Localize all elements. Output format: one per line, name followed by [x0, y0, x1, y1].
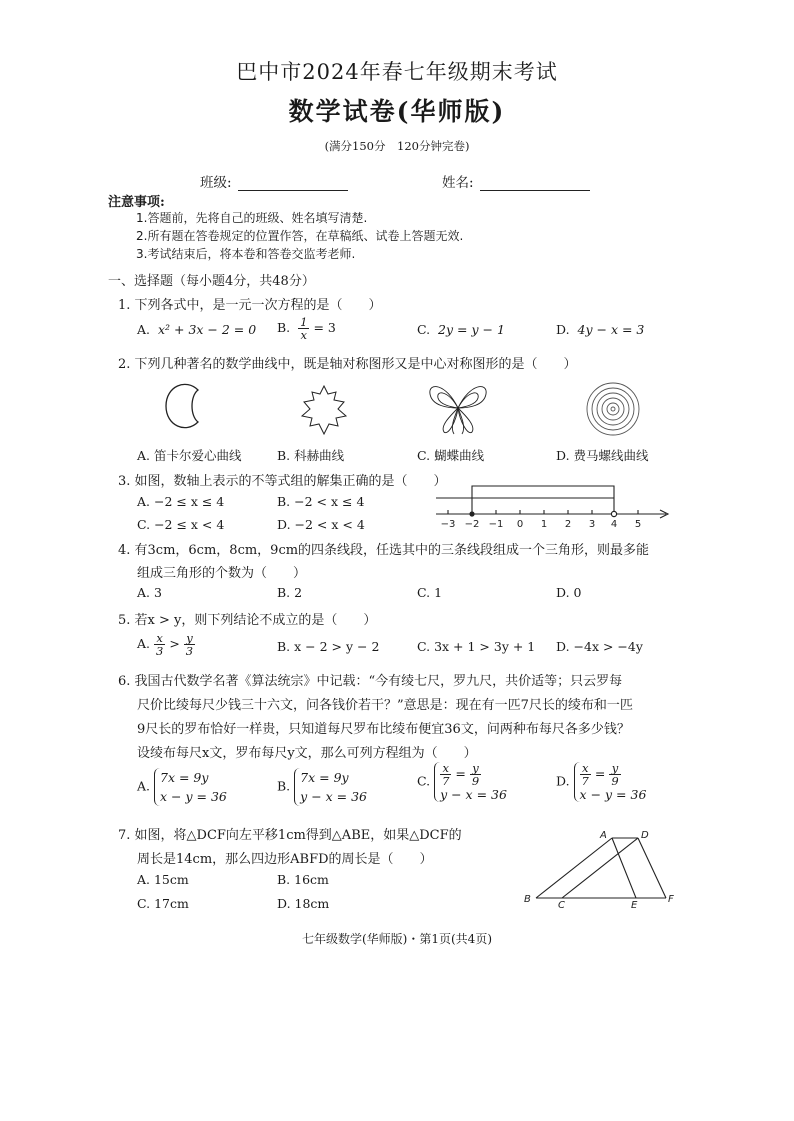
option-label: A.: [137, 322, 151, 337]
q7-option-c: C. 17cm: [137, 896, 189, 911]
q6-option-a: [137, 768, 227, 806]
q7-line2: 周长是14cm，那么四边形ABFD的周长是（ ）: [137, 852, 433, 867]
q2-caption-b: B. 科赫曲线: [277, 448, 345, 463]
equation: y − x = 36: [300, 789, 368, 804]
equation: 7x = 9y: [300, 770, 349, 785]
q7-line1: 7. 如图，将△DCF向左平移1cm得到△ABE，如果△DCF的: [118, 828, 462, 843]
numerator: 1: [300, 315, 308, 329]
point-label-c: C: [558, 900, 565, 908]
q7-option-d: D. 18cm: [277, 896, 330, 911]
q3-option-c: C. −2 ≤ x < 4: [137, 517, 225, 532]
point-label-b: B: [524, 894, 531, 905]
numerator: x: [580, 762, 591, 775]
denominator: x: [300, 328, 308, 342]
option-text: = 3: [313, 320, 336, 335]
q3-stem: 3. 如图，数轴上表示的不等式组的解集正确的是（ ）: [118, 474, 447, 489]
operator: =: [594, 766, 606, 781]
q5-stem: 5. 若x > y，则下列结论不成立的是（ ）: [118, 613, 377, 628]
equation: x − y = 36: [579, 787, 647, 802]
q1-option-b: [277, 316, 336, 341]
tick-label: −2: [464, 519, 480, 530]
option-text: 2y = y − 1: [438, 322, 505, 337]
option-text: 4y − x = 3: [577, 322, 645, 337]
closed-dot-minus2: [469, 511, 474, 516]
denominator: 7: [581, 774, 589, 788]
numerator: y: [184, 632, 195, 645]
q4-option-d: D. 0: [556, 585, 582, 600]
equation: x − y = 36: [160, 789, 227, 804]
option-text: x² + 3x − 2 = 0: [157, 322, 257, 337]
point-label-f: F: [668, 894, 674, 905]
name-field: [442, 171, 590, 191]
option-label: B.: [277, 778, 291, 794]
q4-line2: 组成三角形的个数为（ ）: [137, 566, 307, 581]
option-label: D.: [556, 773, 570, 789]
option-label: A.: [137, 778, 151, 794]
exam-title: 巴中市2024年春七年级期末考试: [236, 60, 558, 84]
equation-system: [294, 768, 367, 806]
q6-option-d: [556, 762, 646, 802]
page-footer: 七年级数学(华师版)・第1页(共4页): [302, 932, 492, 946]
q7-option-a: A. 15cm: [137, 872, 189, 887]
option-label: C.: [417, 773, 431, 789]
number-line-figure: [430, 478, 676, 530]
class-field: [200, 171, 348, 191]
q2-stem: 2. 下列几种著名的数学曲线中，既是轴对称图形又是中心对称图形的是（ ）: [118, 357, 577, 372]
q5-option-d: D. −4x > −4y: [556, 639, 643, 654]
operator: =: [455, 766, 466, 781]
tick-label: 5: [634, 519, 642, 530]
tick-label: −1: [488, 519, 504, 530]
option-label: C.: [417, 322, 431, 337]
tick-label: 1: [540, 519, 548, 530]
fermat-spiral-figure: [582, 380, 644, 438]
denominator: 7: [442, 774, 450, 788]
fraction: [184, 632, 195, 657]
class-label: 班级:: [200, 175, 232, 191]
option-label: A.: [137, 636, 151, 651]
q7-option-b: B. 16cm: [277, 872, 329, 887]
q1-stem: 1. 下列各式中，是一元一次方程的是（ ）: [118, 298, 382, 313]
option-label: B.: [277, 320, 291, 335]
cardioid-curve-figure: [160, 380, 210, 436]
q3-option-a: A. −2 ≤ x ≤ 4: [137, 494, 225, 509]
q1-option-c: [417, 322, 505, 337]
tick-label: 0: [516, 519, 524, 530]
q6-line1: 6. 我国古代数学名著《算法统宗》中记载：“今有绫七尺，罗九尺，共价适等；只云罗每: [118, 674, 623, 689]
name-blank: [480, 176, 590, 191]
point-label-e: E: [631, 900, 638, 908]
note-item: 2.所有题在答卷规定的位置作答，在草稿纸、试卷上答题无效.: [136, 229, 464, 243]
q2-caption-c: C. 蝴蝶曲线: [417, 448, 485, 463]
exam-subtitle: 数学试卷(华师版): [288, 97, 506, 126]
q3-option-b: B. −2 < x ≤ 4: [277, 494, 365, 509]
fraction: [580, 762, 591, 787]
equation: 7x = 9y: [160, 770, 209, 785]
q4-option-a: A. 3: [137, 585, 162, 600]
q6-line4: 设绫布每尺x文，罗布每尺y文，那么可列方程组为（ ）: [137, 746, 477, 761]
q3-option-d: D. −2 < x < 4: [277, 517, 365, 532]
point-label-d: D: [641, 830, 649, 841]
q2-caption-d: D. 费马螺线曲线: [556, 448, 649, 463]
equation-system: [154, 768, 227, 806]
fraction: [298, 316, 309, 341]
equation-system: [434, 762, 507, 802]
denominator: 3: [156, 644, 164, 658]
numerator: x: [154, 632, 165, 645]
q4-option-c: C. 1: [417, 585, 443, 600]
koch-snowflake-figure: [298, 384, 350, 438]
q6-option-c: [417, 762, 507, 802]
score-note: (满分150分 120分钟完卷): [324, 139, 470, 153]
notes-heading: 注意事项:: [108, 195, 165, 210]
tick-label: 3: [588, 519, 596, 530]
butterfly-curve-figure: [426, 378, 490, 440]
fraction: [470, 762, 481, 787]
numerator: y: [609, 762, 620, 775]
numerator: y: [470, 762, 481, 775]
q6-line3: 9尺长的罗布恰好一样贵，只知道每尺罗布比绫布便宜36文，问两种布每尺各多少钱？: [137, 722, 630, 737]
fraction: [440, 762, 451, 787]
tick-label: 2: [564, 519, 572, 530]
denominator: 3: [185, 644, 194, 658]
fraction: [154, 632, 165, 657]
q4-line1: 4. 有3cm，6cm，8cm，9cm的四条线段，任选其中的三条线段组成一个三角形，则最多能: [118, 543, 650, 558]
operator: >: [169, 636, 180, 651]
q2-caption-a: A. 笛卡尔爱心曲线: [137, 448, 242, 463]
name-label: 姓名:: [442, 175, 474, 191]
option-label: D.: [556, 322, 570, 337]
fraction: [609, 762, 620, 787]
q4-option-b: B. 2: [277, 585, 303, 600]
q5-option-c: C. 3x + 1 > 3y + 1: [417, 639, 536, 654]
numerator: x: [440, 762, 451, 775]
denominator: 9: [611, 774, 619, 788]
open-dot-4: [611, 511, 616, 516]
q6-option-b: [277, 768, 367, 806]
q6-line2: 尺价比绫每尺少钱三十六文，问各钱价若干？”意思是：现在有一匹7尺长的绫布和一匹: [137, 698, 633, 713]
note-item: 1.答题前，先将自己的班级、姓名填写清楚.: [136, 211, 368, 225]
class-blank: [238, 176, 348, 191]
tick-label: −3: [440, 519, 456, 530]
q5-option-b: B. x − 2 > y − 2: [277, 639, 380, 654]
denominator: 9: [471, 774, 480, 788]
section-title: 一、选择题（每小题4分，共48分）: [108, 274, 315, 289]
point-label-a: A: [600, 830, 607, 841]
note-item: 3.考试结束后，将本卷和答卷交监考老师.: [136, 247, 356, 261]
q1-option-d: [556, 322, 644, 337]
equation-system: [574, 762, 647, 802]
q5-option-a: [137, 632, 195, 657]
equation: y − x = 36: [440, 787, 507, 802]
q1-option-a: [137, 322, 256, 337]
translation-triangle-figure: [520, 826, 680, 908]
tick-label: 4: [610, 519, 618, 530]
